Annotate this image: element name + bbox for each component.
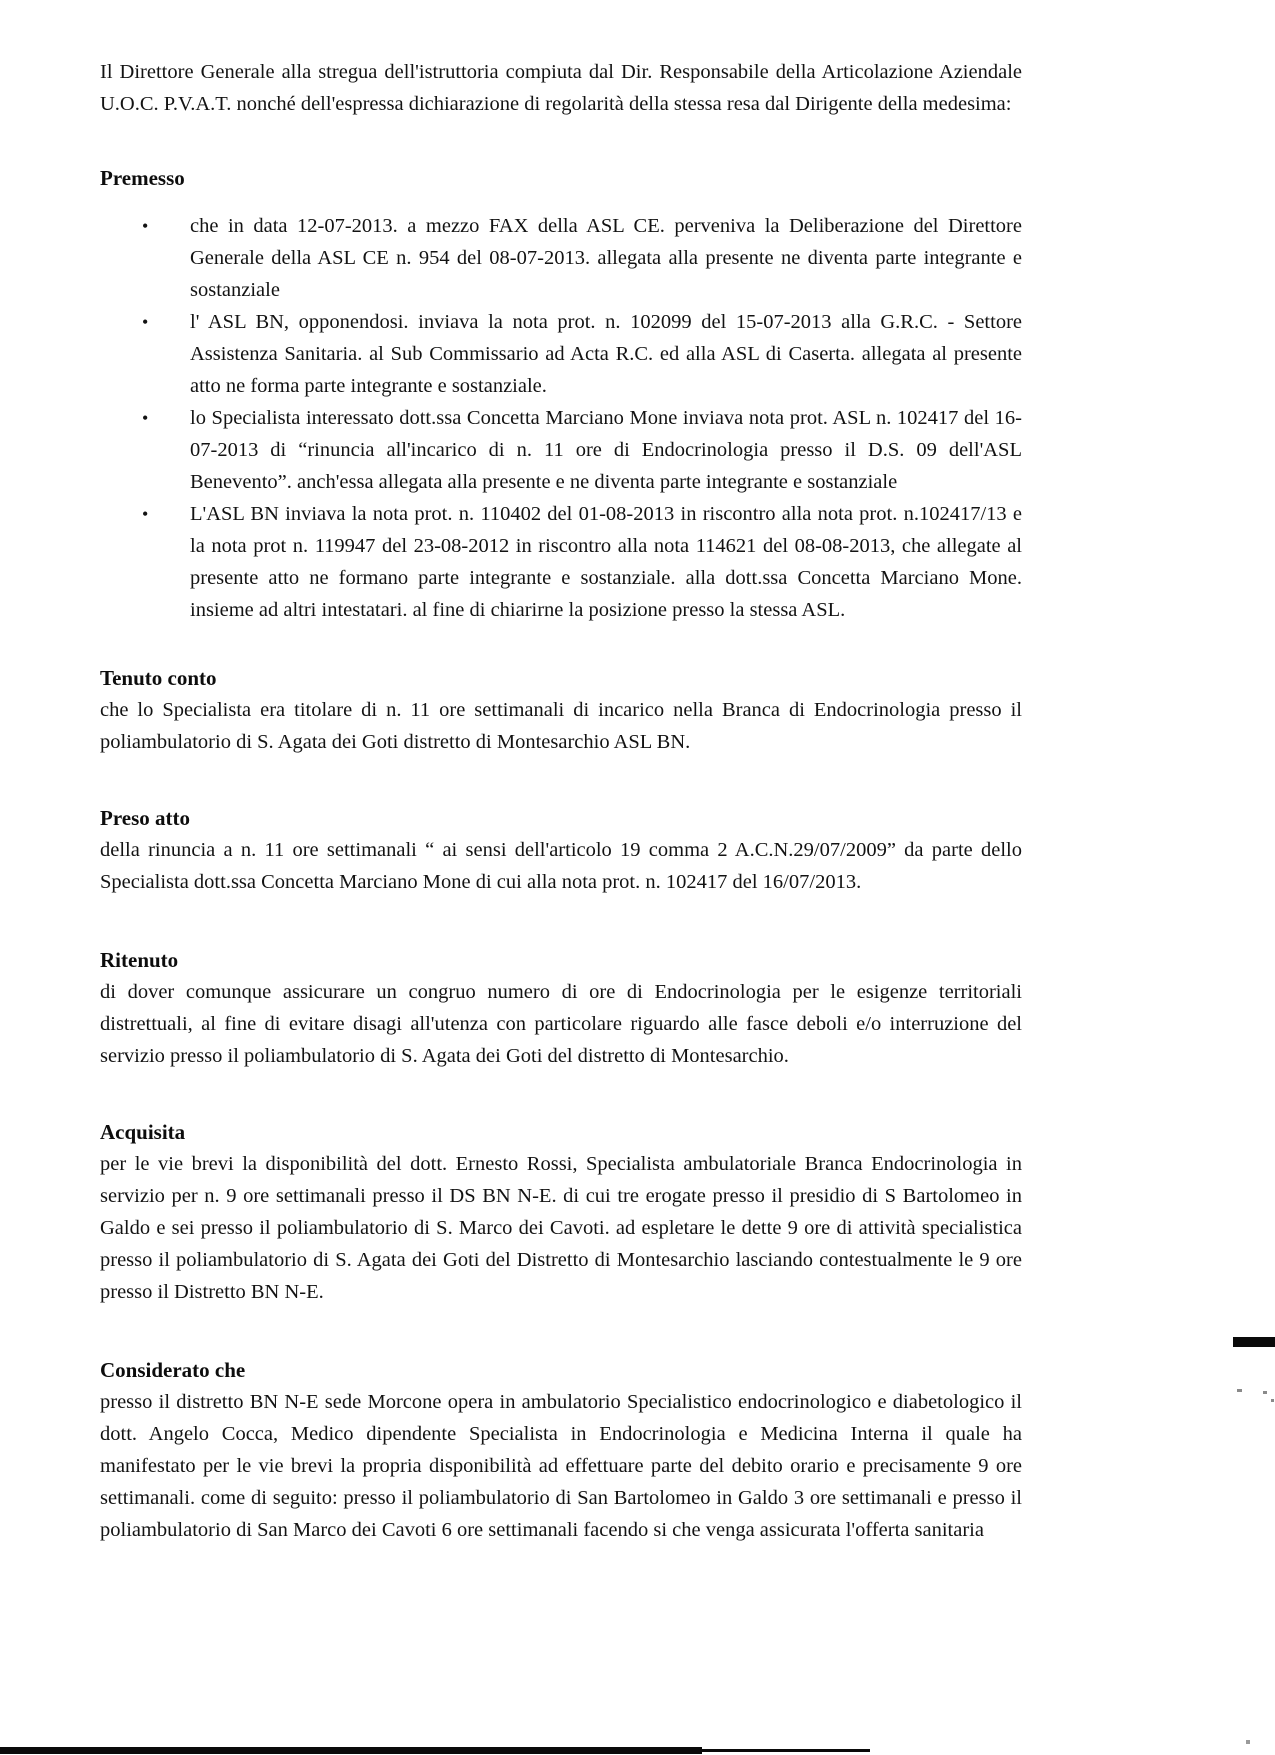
section-heading-acquisita: Acquisita: [100, 1120, 186, 1144]
scan-artifact-dot: [1263, 1391, 1267, 1394]
bullet-text: L'ASL BN inviava la nota prot. n. 110402 del 01-08-2013 in riscontro alla nota prot. n.102417/13 e la nota prot n. 119947 del 23-08-2012 in riscontro alla nota 114621 del 08-08-2013, che allegate al presente atto ne formano parte integrante e sostanziale. alla dott.ssa Concetta Marciano Mone. insieme ad altri intestatari. al fine di chiarirne la posizione presso la stessa ASL.: [190, 503, 1022, 621]
bullet-item-4: [100, 498, 1022, 626]
acquisita-paragraph: per le vie brevi la disponibilità del dott. Ernesto Rossi, Specialista ambulatoriale Branca Endocrinologia in servizio per n. 9 ore settimanali presso il DS BN N-E. di cui tre erogate presso il presidio di S Bartolomeo in Galdo e sei presso il poliambulatorio di S. Marco dei Cavoti. ad espletare le dette 9 ore di attività specialistica presso il poliambulatorio di S. Agata dei Goti del Distretto di Montesarchio lasciando contestualmente le 9 ore presso il Distretto BN N-E.: [100, 1153, 1022, 1303]
considerato-che-paragraph: presso il distretto BN N-E sede Morcone opera in ambulatorio Specialistico endocrinologico e diabetologico il dott. Angelo Cocca, Medico dipendente Specialista in Endocrinologia e Medicina Interna il quale ha manifestato per le vie brevi la propria disponibilità ad effettuare parte del debito orario e precisamente 9 ore settimanali. come di seguito: presso il poliambulatorio di San Bartolomeo in Galdo 3 ore settimanali e presso il poliambulatorio di San Marco dei Cavoti 6 ore settimanali facendo si che venga assicurata l'offerta sanitaria: [100, 1391, 1022, 1541]
bullet-item-2: [100, 306, 1022, 402]
section-heading-ritenuto: Ritenuto: [100, 948, 179, 972]
bullet-text: l' ASL BN, opponendosi. inviava la nota prot. n. 102099 del 15-07-2013 alla G.R.C. - Settore Assistenza Sanitaria. al Sub Commissario ad Acta R.C. ed alla ASL di Caserta. allegata al presente atto ne forma parte integrante e sostanziale.: [190, 311, 1022, 397]
scan-artifact-bottom-bar: [0, 1747, 702, 1754]
tenuto-conto-paragraph: che lo Specialista era titolare di n. 11 ore settimanali di incarico nella Branca di Endocrinologia presso il poliambulatorio di S. Agata dei Goti distretto di Montesarchio ASL BN.: [100, 699, 1022, 753]
document-page: [100, 56, 1022, 1546]
scan-artifact-dot: [1237, 1389, 1242, 1392]
bullet-item-3: [100, 402, 1022, 498]
ritenuto-paragraph: di dover comunque assicurare un congruo numero di ore di Endocrinologia per le esigenze territoriali distrettuali, al fine di evitare disagi all'utenza con particolare riguardo alle fasce deboli e/o interruzione del servizio presso il poliambulatorio di S. Agata dei Goti del distretto di Montesarchio.: [100, 981, 1022, 1067]
intro-paragraph: Il Direttore Generale alla stregua dell'istruttoria compiuta dal Dir. Responsabile della Articolazione Aziendale U.O.C. P.V.A.T. nonché dell'espressa dichiarazione di regolarità della stessa resa dal Dirigente della medesima:: [100, 61, 1022, 115]
section-heading-premesso: Premesso: [100, 166, 185, 190]
scan-artifact-right-dash: [1233, 1337, 1275, 1347]
bullet-item-1: [100, 210, 1022, 306]
scan-artifact-dot: [1271, 1399, 1274, 1402]
scan-artifact-speck: [1246, 1740, 1250, 1744]
scan-artifact-bottom-bar-thin: [702, 1749, 870, 1752]
section-heading-preso-atto: Preso atto: [100, 806, 190, 830]
section-heading-considerato-che: Considerato che: [100, 1358, 246, 1382]
section-heading-tenuto-conto: Tenuto conto: [100, 666, 217, 690]
preso-atto-paragraph: della rinuncia a n. 11 ore settimanali “ ai sensi dell'articolo 19 comma 2 A.C.N.29/07/2009” da parte dello Specialista dott.ssa Concetta Marciano Mone di cui alla nota prot. n. 102417 del 16/07/2013.: [100, 839, 1022, 893]
premesso-bullet-list: [100, 210, 1022, 626]
bullet-text: che in data 12-07-2013. a mezzo FAX della ASL CE. perveniva la Deliberazione del Direttore Generale della ASL CE n. 954 del 08-07-2013. allegata alla presente ne diventa parte integrante e sostanziale: [190, 215, 1022, 301]
bullet-text: lo Specialista interessato dott.ssa Concetta Marciano Mone inviava nota prot. ASL n. 102417 del 16-07-2013 di “rinuncia all'incarico di n. 11 ore di Endocrinologia presso il D.S. 09 dell'ASL Benevento”. anch'essa allegata alla presente e ne diventa parte integrante e sostanziale: [190, 407, 1022, 493]
